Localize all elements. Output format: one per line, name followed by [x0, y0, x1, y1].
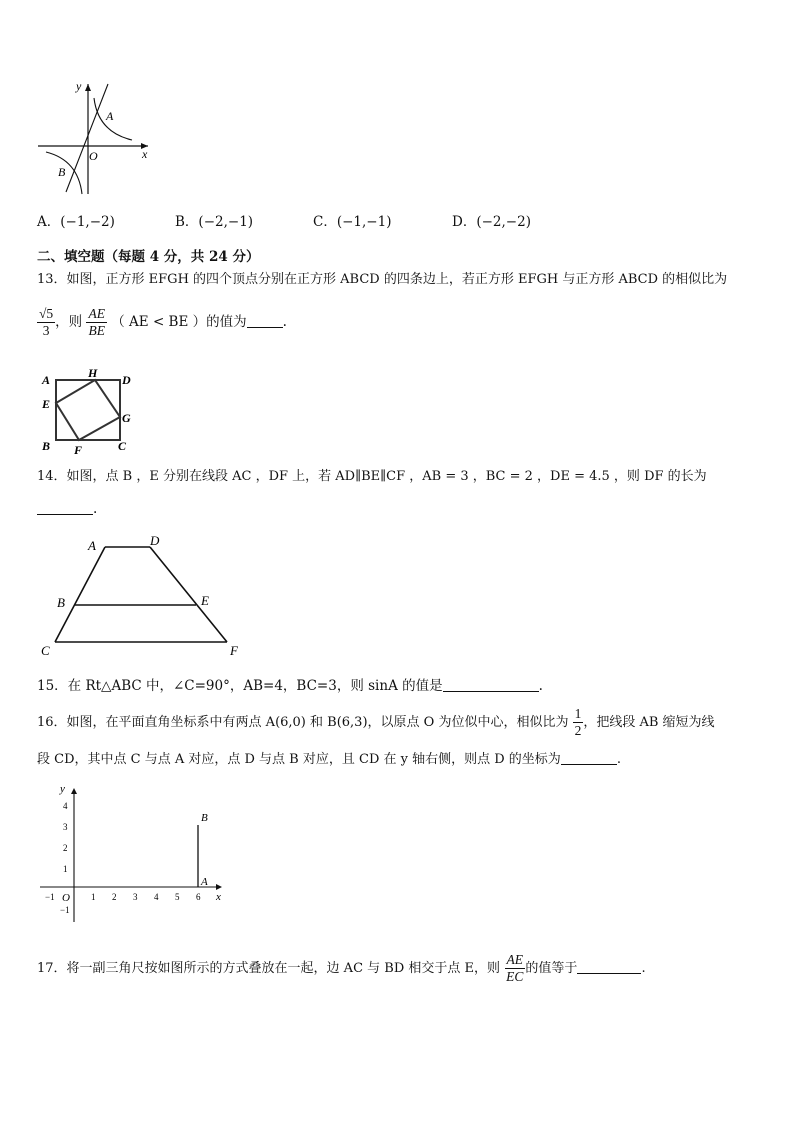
y-label: y	[60, 783, 65, 795]
point-b-label: B	[201, 812, 208, 824]
label-f: F	[230, 643, 238, 658]
y-tick-2: 2	[63, 843, 68, 853]
q16-ratio-fraction: $\frac{1}{2}$	[574, 706, 582, 738]
q16-line2: 段 CD，其中点 C 与点 A 对应，点 D 与点 B 对应，且 CD 在 y 轴右侧，则点 D 的坐标为 .	[37, 752, 621, 767]
y-axis-arrow	[71, 788, 77, 794]
q15-answer-blank	[443, 677, 539, 692]
segment-df	[150, 547, 227, 642]
x-tick-2: 2	[112, 892, 117, 902]
label-c: C	[41, 643, 50, 658]
q13-ratio-fraction: $\frac{√5}{3}$	[39, 306, 54, 338]
x-axis-arrow	[216, 884, 222, 890]
section-heading: 二、填空题（每题 4 分，共 24 分）	[37, 249, 260, 265]
origin-label: O	[89, 149, 98, 163]
q14-trapezoid-figure	[38, 530, 250, 660]
x-tick-6: 6	[196, 892, 201, 902]
q12-graph-figure	[36, 78, 156, 198]
label-d: D	[150, 533, 160, 548]
label-c: C	[118, 439, 127, 453]
q16-line1: 16．如图，在平面直角坐标系中有两点 A(6,0) 和 B(6,3)，以原点 O 为位似中心，相似比为 $\frac{1}{2}$ ，把线段 AB 缩短为线	[37, 706, 715, 738]
label-e: E	[201, 593, 209, 608]
point-b-label: B	[58, 165, 66, 179]
q17-line: 17．将一副三角尺按如图所示的方式叠放在一起，边 AC 与 BD 相交于点 E，则 $\frac{AE}{EC}$ 的值等于 .	[37, 952, 646, 984]
square-efgh	[56, 380, 120, 440]
q13-ae-be-fraction: $\frac{AE}{BE}$	[88, 306, 105, 338]
q15-line: 15．在 Rt△ABC 中，∠C=90°，AB=4，BC=3，则 sinA 的值是 .	[37, 678, 543, 694]
x-tick-5: 5	[175, 892, 180, 902]
label-g: G	[122, 411, 131, 425]
y-tick-1: 1	[63, 864, 68, 874]
label-b: B	[57, 595, 65, 610]
q17-answer-blank	[577, 959, 641, 974]
line-through-origin	[66, 84, 108, 192]
square-abcd	[56, 380, 120, 440]
y-tick-neg1: −1	[60, 905, 70, 915]
q13-line1: 13．如图，正方形 EFGH 的四个顶点分别在正方形 ABCD 的四条边上，若正方形 EFGH 与正方形 ABCD 的相似比为	[37, 272, 728, 287]
label-a: A	[88, 538, 96, 553]
q17-ae-ec-fraction: $\frac{AE}{EC}$	[506, 952, 524, 984]
x-tick-1: 1	[91, 892, 96, 902]
y-tick-3: 3	[63, 822, 68, 832]
q13-square-figure	[38, 366, 138, 456]
label-d: D	[122, 373, 131, 387]
point-a-label: A	[106, 109, 114, 123]
label-e: E	[42, 397, 51, 411]
x-tick-3: 3	[133, 892, 138, 902]
q12-option-a: A．(−1,−2)	[37, 214, 115, 230]
y-label: y	[76, 79, 82, 93]
q14-line2: .	[37, 500, 97, 518]
y-tick-4: 4	[63, 801, 68, 811]
y-axis-arrow	[85, 84, 91, 91]
q16-coordinate-figure	[36, 776, 236, 924]
q12-option-c: C．(−1,−1)	[313, 214, 392, 230]
x-tick-4: 4	[154, 892, 159, 902]
origin-label: O	[62, 892, 70, 904]
x-label: x	[142, 147, 148, 161]
x-tick-neg1: −1	[45, 892, 55, 902]
label-a: A	[42, 373, 51, 387]
q12-option-b: B．(−2,−1)	[175, 214, 254, 230]
q12-option-d: D．(−2,−2)	[452, 214, 531, 230]
label-b: B	[42, 439, 51, 453]
point-a-label: A	[201, 876, 208, 888]
label-h: H	[88, 366, 98, 380]
q14-answer-blank	[37, 500, 93, 515]
q14-line1: 14．如图，点 B ，E 分别在线段 AC ，DF 上，若 AD∥BE∥CF ，AB = 3 ，BC = 2 ，DE = 4.5 ，则 DF 的长为	[37, 469, 707, 484]
q13-line2: $\frac{√5}{3}$ ，则 $\frac{AE}{BE}$ （ AE < BE ）的值为 .	[39, 306, 287, 338]
x-label: x	[216, 891, 221, 903]
label-f: F	[74, 443, 83, 456]
q13-answer-blank	[247, 313, 283, 328]
q16-answer-blank	[561, 750, 617, 765]
